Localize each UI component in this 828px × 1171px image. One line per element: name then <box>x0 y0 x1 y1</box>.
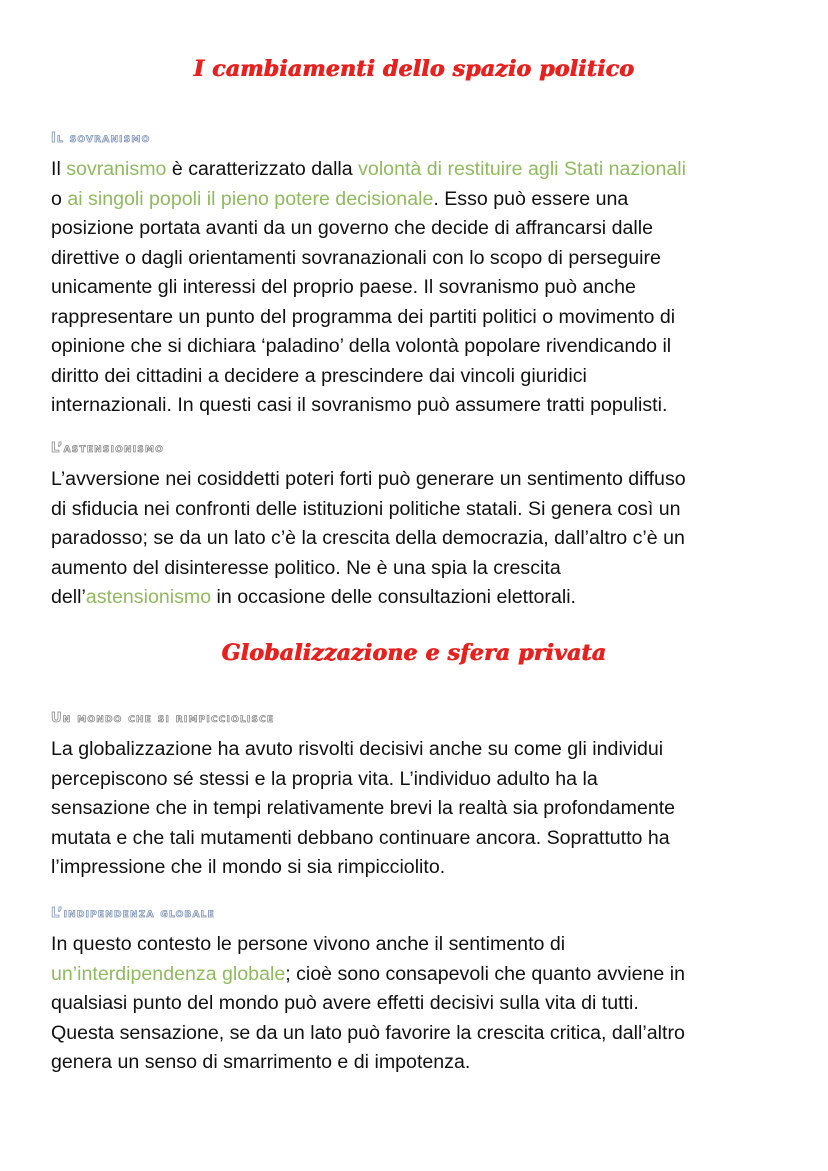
text-line <box>51 1019 781 1049</box>
text-run: In questo contesto le persone vivono anche il sentimento di <box>51 933 566 955</box>
paragraph-sovranismo <box>51 155 781 421</box>
paragraph-mondo-rimpicciolisce <box>51 735 781 883</box>
text-line <box>51 214 781 244</box>
text-run: ; cioè sono consapevoli che quanto avviene in <box>285 962 686 985</box>
text-run: diritto dei cittadini a decidere a prescindere dai vincoli giuridici <box>51 364 587 387</box>
text-run: l’impressione che il mondo si sia rimpicciolito. <box>51 856 446 878</box>
text-run: dell’ <box>51 586 86 608</box>
text-line <box>51 185 781 215</box>
text-run: rappresentare un punto del programma dei partiti politici o movimento di <box>51 305 676 328</box>
text-run: paradosso; se da un lato c’è la crescita della democrazia, dall’altro c’è un <box>51 527 685 549</box>
text-run: genera un senso di smarrimento e di impotenza. <box>51 1051 471 1073</box>
text-run: opinione che si dichiara ‘paladino’ della volontà popolare rivendicando il <box>51 335 672 357</box>
text-run: Questa sensazione, se da un lato può favorire la crescita critica, dall’altro <box>51 1021 685 1044</box>
text-line <box>51 391 781 421</box>
text-run: o <box>51 187 68 210</box>
highlighted-term: un’interdipendenza globale <box>51 962 286 985</box>
subheading-astensionismo: L’astensionismo <box>51 441 164 456</box>
text-run: di sfiducia nei confronti delle istituzioni politiche statali. Si genera così un <box>51 497 681 520</box>
highlighted-term: ai singoli popoli il pieno potere decisionale <box>67 187 434 210</box>
text-line <box>51 273 781 303</box>
text-run: in occasione delle consultazioni elettorali. <box>211 586 576 608</box>
text-run: qualsiasi punto del mondo può avere effetti decisivi sulla vita di tutti. <box>51 992 639 1014</box>
text-run: è caratterizzato dalla <box>166 158 359 180</box>
text-line <box>51 1048 781 1078</box>
text-line <box>51 735 781 765</box>
text-run: percepiscono sé stessi e la propria vita. L’individuo adulto ha la <box>51 767 598 790</box>
text-line <box>51 765 781 795</box>
text-line <box>51 495 781 525</box>
subheading-indipendenza-globale: L’indipendenza globale <box>51 906 215 921</box>
text-line <box>51 465 781 495</box>
paragraph-astensionismo <box>51 465 781 613</box>
text-line <box>51 155 781 185</box>
text-line <box>51 332 781 362</box>
section-title-spazio-politico: I cambiamenti dello spazio politico <box>193 56 635 82</box>
subheading-mondo-rimpicciolisce: Un mondo che si rimpicciolisce <box>51 711 275 726</box>
text-line <box>51 960 781 990</box>
text-run: Il <box>51 158 67 180</box>
text-run: . Esso può essere una <box>433 187 629 210</box>
text-run: unicamente gli interessi del proprio paese. Il sovranismo può anche <box>51 276 636 298</box>
text-run: mutata e che tali mutamenti debbano continuare ancora. Soprattutto ha <box>51 826 670 849</box>
text-run: La globalizzazione ha avuto risvolti decisivi anche su come gli individui <box>51 738 664 760</box>
text-line <box>51 554 781 584</box>
text-run: direttive o dagli orientamenti sovranazionali con lo scopo di perseguire <box>51 246 661 269</box>
highlighted-term: astensionismo <box>85 586 212 608</box>
text-line <box>51 244 781 274</box>
text-run: posizione portata avanti da un governo che decide di affrancarsi dalle <box>51 217 654 239</box>
text-run: aumento del disinteresse politico. Ne è una spia la crescita <box>51 556 561 579</box>
subheading-sovranismo: Il sovranismo <box>51 131 151 146</box>
text-run: sensazione che in tempi relativamente brevi la realtà sia profondamente <box>51 797 676 819</box>
text-run: internazionali. In questi casi il sovranismo può assumere tratti populisti. <box>51 394 668 416</box>
text-line <box>51 524 781 554</box>
text-line <box>51 989 781 1019</box>
text-line <box>51 303 781 333</box>
highlighted-term: volontà di restituire agli Stati nazionali <box>358 158 686 180</box>
text-line <box>51 824 781 854</box>
text-run: L’avversione nei cosiddetti poteri forti può generare un sentimento diffuso <box>51 468 686 490</box>
text-line <box>51 853 781 883</box>
text-line <box>51 583 781 613</box>
text-line <box>51 930 781 960</box>
paragraph-indipendenza-globale <box>51 930 781 1078</box>
highlighted-term: sovranismo <box>66 158 167 180</box>
text-line <box>51 794 781 824</box>
text-line <box>51 362 781 392</box>
section-title-globalizzazione: Globalizzazione e sfera privata <box>221 640 607 666</box>
